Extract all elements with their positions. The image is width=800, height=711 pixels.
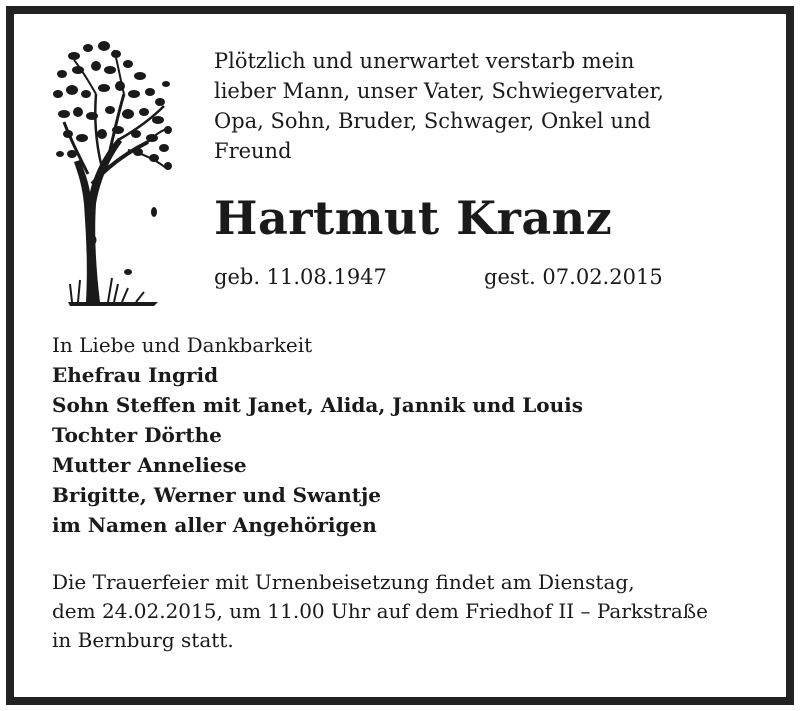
deceased-name: Hartmut Kranz: [214, 191, 613, 245]
ceremony-line: Die Trauerfeier mit Urnenbeisetzung findet am Dienstag,: [52, 570, 635, 594]
family-member: Ehefrau Ingrid: [52, 363, 219, 387]
ceremony-line: dem 24.02.2015, um 11.00 Uhr auf dem Friedhof II – Parkstraße: [52, 599, 708, 623]
tree-icon: [48, 34, 178, 312]
intro-text: [214, 46, 736, 166]
ceremony-info: [52, 568, 740, 655]
family-member: Tochter Dörthe: [52, 423, 222, 447]
intro-line: lieber Mann, unser Vater, Schwiegervater,: [214, 79, 664, 103]
birth-date: geb. 11.08.1947: [214, 265, 387, 289]
intro-line: Opa, Sohn, Bruder, Schwager, Onkel und: [214, 109, 651, 133]
intro-line: Plötzlich und unerwartet verstarb mein: [214, 49, 635, 73]
life-dates: [214, 262, 684, 292]
family-member: Mutter Anneliese: [52, 453, 247, 477]
family-member: im Namen aller Angehörigen: [52, 513, 377, 537]
family-member: Brigitte, Werner und Swantje: [52, 483, 381, 507]
family-list: [52, 330, 583, 540]
ceremony-line: in Bernburg statt.: [52, 628, 234, 652]
family-heading: In Liebe und Dankbarkeit: [52, 333, 313, 357]
death-date: gest. 07.02.2015: [484, 265, 663, 289]
family-member: Sohn Steffen mit Janet, Alida, Jannik und Louis: [52, 393, 584, 417]
intro-line: Freund: [214, 139, 292, 163]
